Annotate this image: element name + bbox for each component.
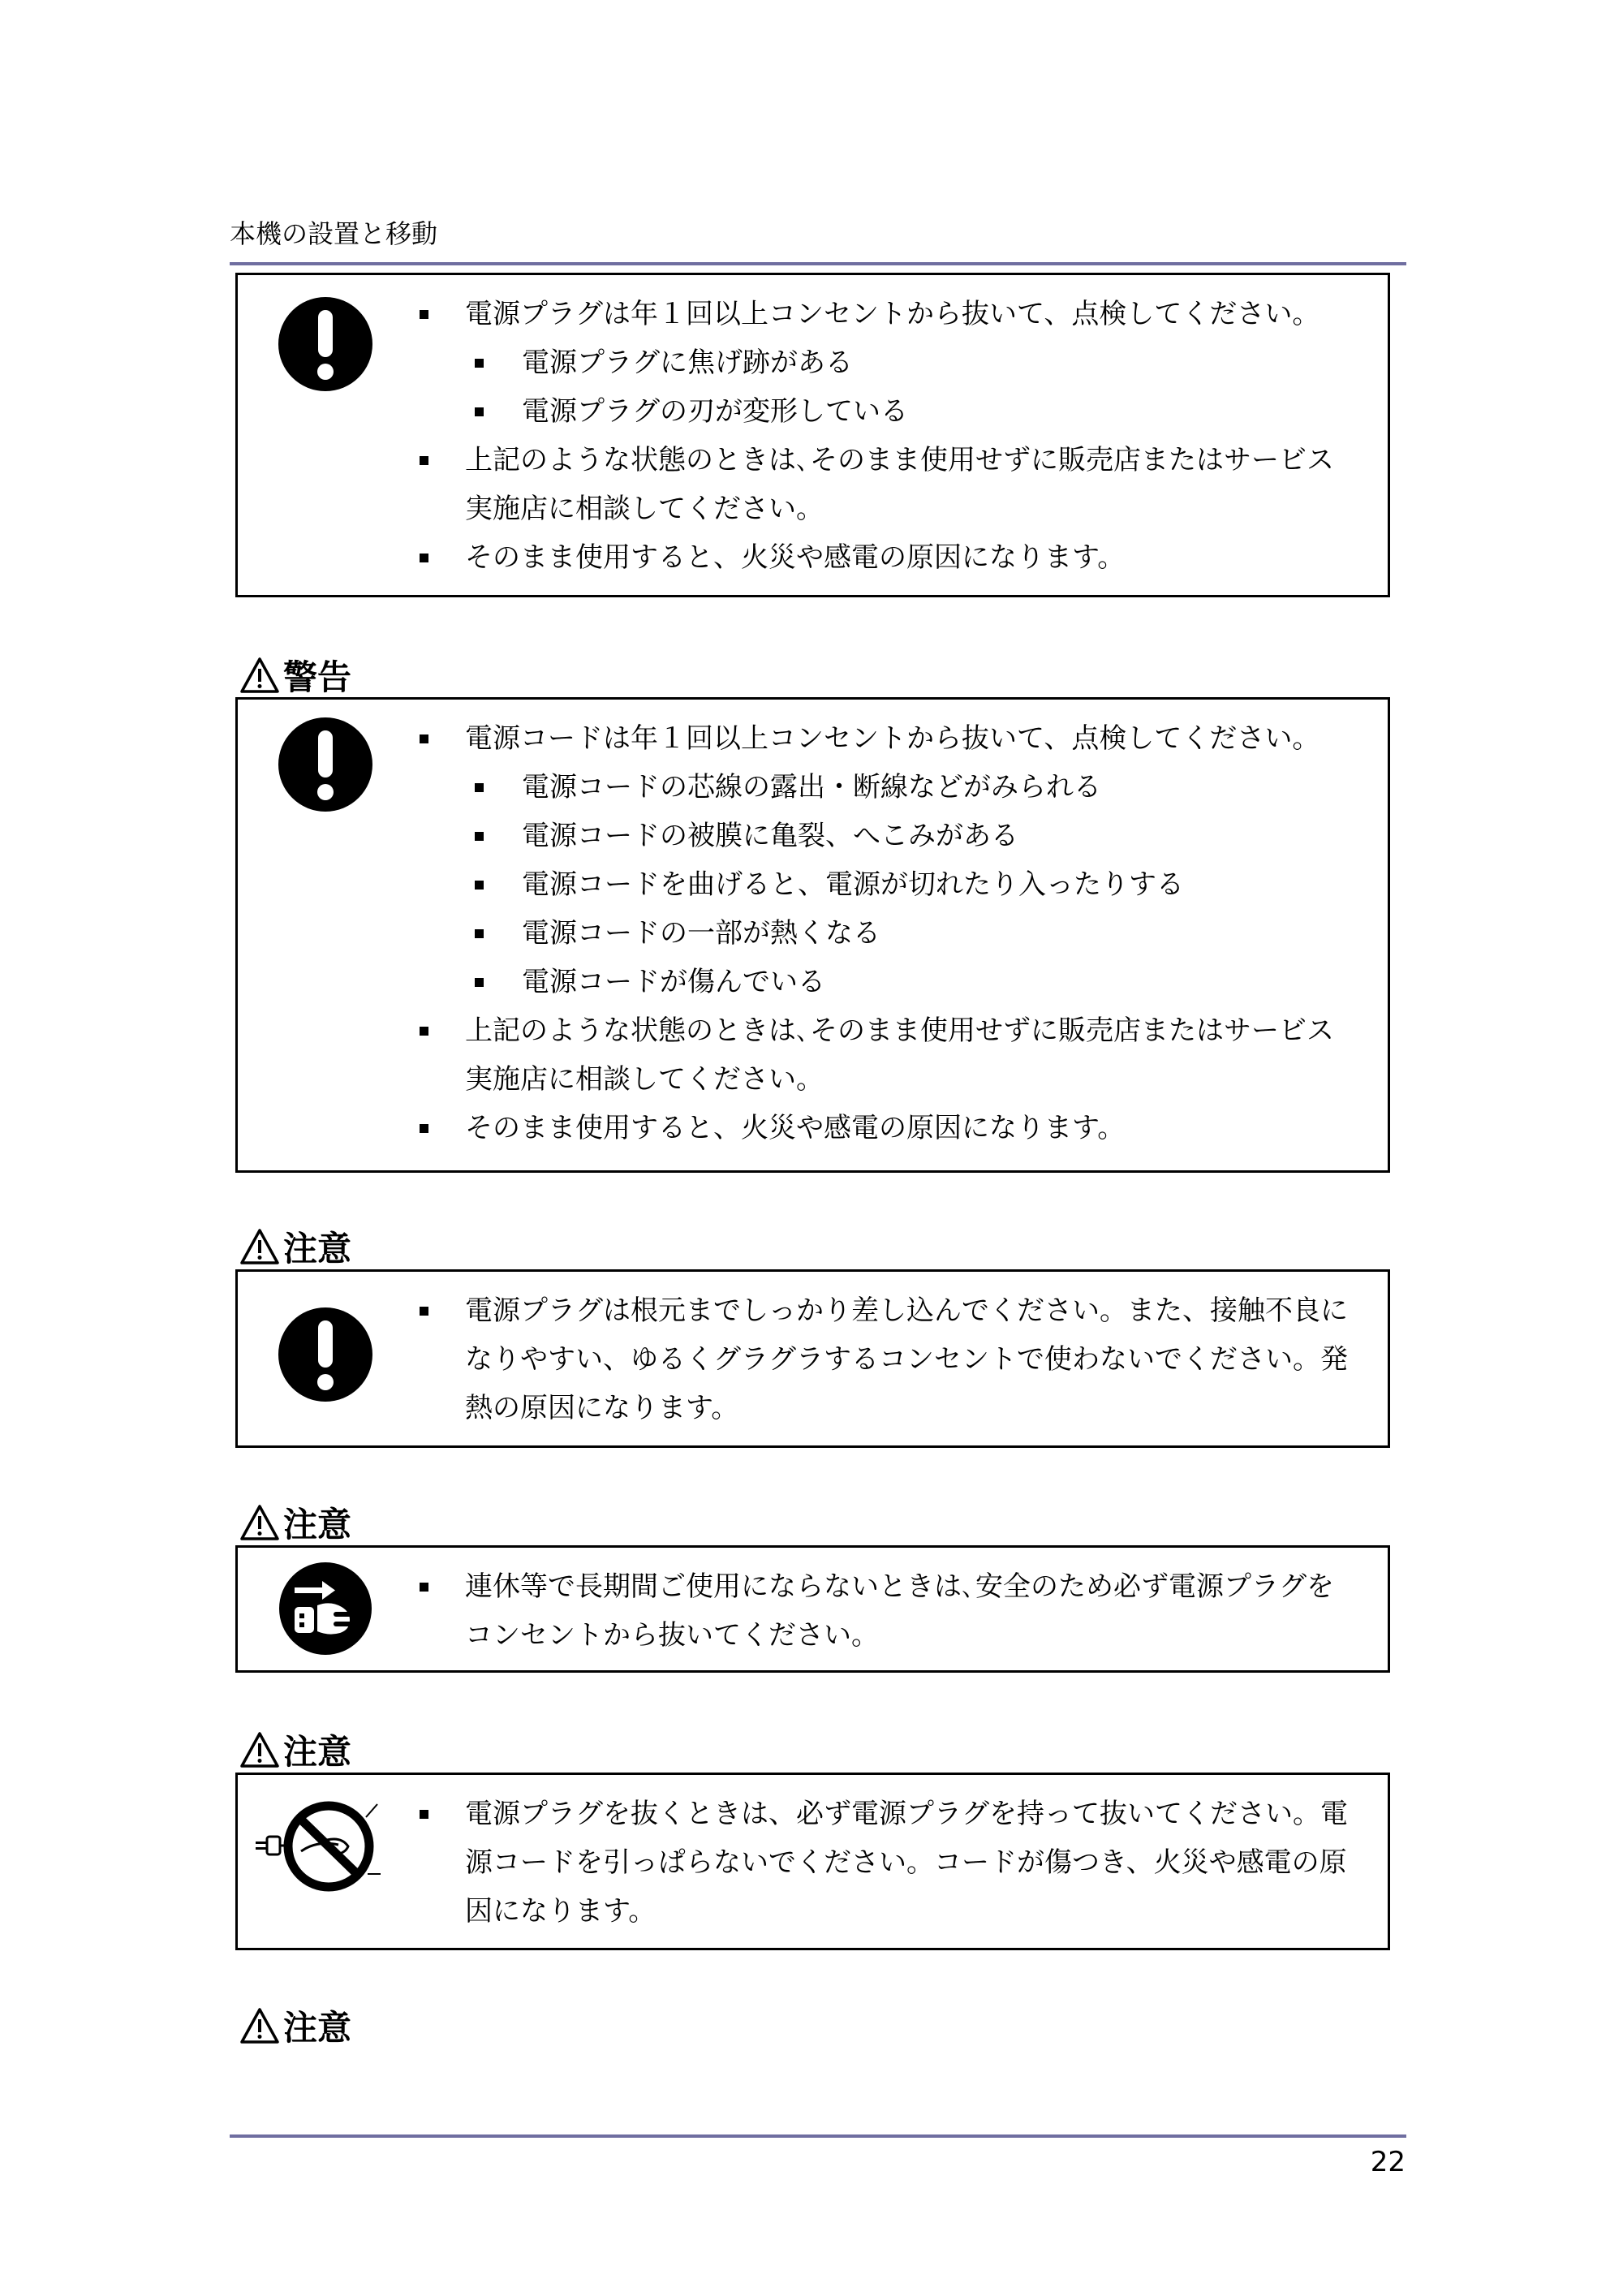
list-item: 電源コードの芯線の露出・断線などがみられる <box>416 763 1381 812</box>
notice-box-5 <box>235 1773 1390 1950</box>
list-item: 電源プラグは根元までしっかり差し込んでください。また、接触不良に <box>416 1286 1381 1335</box>
notice-list <box>416 290 1381 582</box>
list-item: 熱の原因になります。 <box>465 1392 739 1424</box>
list-item: 上記のような状態のときは､そのまま使用せずに販売店またはサービス <box>416 1006 1381 1055</box>
heading-label: 注意 <box>283 1505 352 1544</box>
warning-triangle-icon <box>239 1228 280 1265</box>
notice-box-3 <box>235 1269 1390 1448</box>
notice-box-1 <box>235 273 1390 597</box>
list-item: 電源コードの一部が熱くなる <box>416 909 1381 958</box>
heading-label: 注意 <box>283 1732 352 1772</box>
heading-label: 注意 <box>283 1229 352 1269</box>
list-item: 電源プラグは年１回以上コンセントから抜いて、点検してください。 <box>416 290 1381 338</box>
list-item: 実施店に相談してください。 <box>465 1063 824 1096</box>
page-header: 本機の設置と移動 <box>230 218 438 249</box>
header-rule <box>230 262 1406 265</box>
unplug-icon <box>277 1560 374 1657</box>
page-number: 22 <box>1370 2146 1406 2178</box>
notice-box-2 <box>235 697 1390 1173</box>
list-item: 電源プラグを抜くときは、必ず電源プラグを持って抜いてください。電 <box>416 1790 1381 1838</box>
notice-list <box>416 1286 1381 1432</box>
list-item: コンセントから抜いてください。 <box>465 1619 879 1652</box>
caution-heading <box>239 1501 351 1544</box>
notice-list <box>416 714 1381 1152</box>
list-item: 電源コードを曲げると、電源が切れたり入ったりする <box>416 860 1381 909</box>
warning-heading <box>239 654 351 696</box>
list-item: 電源プラグに焦げ跡がある <box>416 338 1381 387</box>
list-item: そのまま使用すると、火災や感電の原因になります。 <box>416 1104 1381 1152</box>
list-item: そのまま使用すると、火災や感電の原因になります。 <box>416 533 1381 582</box>
exclamation-icon <box>277 716 374 813</box>
list-item: 電源プラグの刃が変形している <box>416 387 1381 436</box>
list-item: 因になります。 <box>465 1895 657 1928</box>
warning-triangle-icon <box>239 1504 280 1541</box>
list-item: 電源コードが傷んでいる <box>416 958 1381 1006</box>
list-item: なりやすい、ゆるくグラグラするコンセントで使わないでください。発 <box>465 1343 1348 1376</box>
warning-triangle-icon <box>239 2007 280 2044</box>
exclamation-icon <box>277 1306 374 1403</box>
caution-heading <box>239 1226 351 1268</box>
caution-heading <box>239 2005 351 2047</box>
notice-box-4 <box>235 1545 1390 1673</box>
heading-label: 注意 <box>283 2008 352 2048</box>
notice-list <box>416 1790 1381 1936</box>
footer-rule <box>230 2134 1406 2138</box>
list-item: 連休等で長期間ご使用にならないときは､安全のため必ず電源プラグを <box>416 1562 1381 1611</box>
warning-triangle-icon <box>239 1731 280 1768</box>
list-item: 実施店に相談してください。 <box>465 493 824 525</box>
list-item: 電源コードは年１回以上コンセントから抜いて、点検してください。 <box>416 714 1381 763</box>
no-pull-cord-icon <box>252 1793 390 1890</box>
warning-triangle-icon <box>239 657 280 694</box>
notice-list <box>416 1562 1381 1660</box>
list-item: 源コードを引っぱらないでください。コードが傷つき、火災や感電の原 <box>465 1846 1347 1879</box>
heading-label: 警告 <box>283 657 352 697</box>
caution-heading <box>239 1729 351 1771</box>
list-item: 電源コードの被膜に亀裂、へこみがある <box>416 812 1381 860</box>
list-item: 上記のような状態のときは､そのまま使用せずに販売店またはサービス <box>416 436 1381 485</box>
exclamation-icon <box>277 295 374 393</box>
